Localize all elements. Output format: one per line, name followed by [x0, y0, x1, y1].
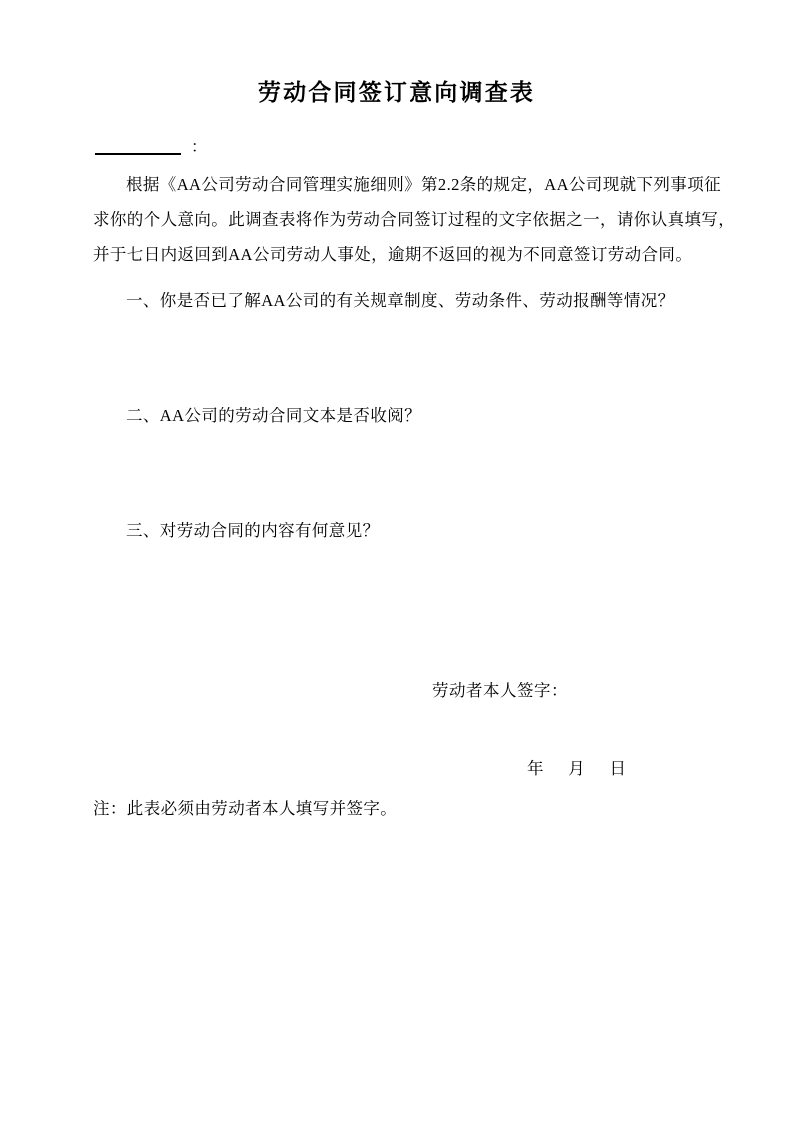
answer-area-3[interactable] [126, 547, 697, 657]
answer-area-1[interactable] [126, 317, 697, 397]
intro-line-1: 根据《AA公司劳动合同管理实施细则》第2.2条的规定，AA公司现就下列事项征 [126, 175, 721, 194]
intro-line-3: 并于七日内返回到AA公司劳动人事处，逾期不返回的视为不同意签订劳动合同。 [93, 245, 693, 264]
addressee-colon: ： [191, 139, 208, 156]
signature-label[interactable]: 劳动者本人签字： [432, 681, 568, 700]
page-title: 劳动合同签订意向调查表 [257, 80, 536, 105]
answer-area-2[interactable] [126, 432, 697, 512]
question-1: 一、你是否已了解AA公司的有关规章制度、劳动条件、劳动报酬等情况？ [126, 291, 675, 310]
intro-paragraph [93, 167, 736, 272]
addressee-row [95, 133, 207, 155]
date-line[interactable]: 年 月 日 [527, 759, 626, 778]
addressee-blank-field[interactable] [95, 139, 181, 155]
footnote: 注：此表必须由劳动者本人填写并签字。 [93, 799, 398, 818]
question-3: 三、对劳动合同的内容有何意见？ [126, 521, 380, 540]
question-2: 二、AA公司的劳动合同文本是否收阅？ [126, 406, 422, 425]
intro-line-2: 求你的个人意向。此调查表将作为劳动合同签订过程的文字依据之一，请你认真填写， [93, 210, 736, 229]
